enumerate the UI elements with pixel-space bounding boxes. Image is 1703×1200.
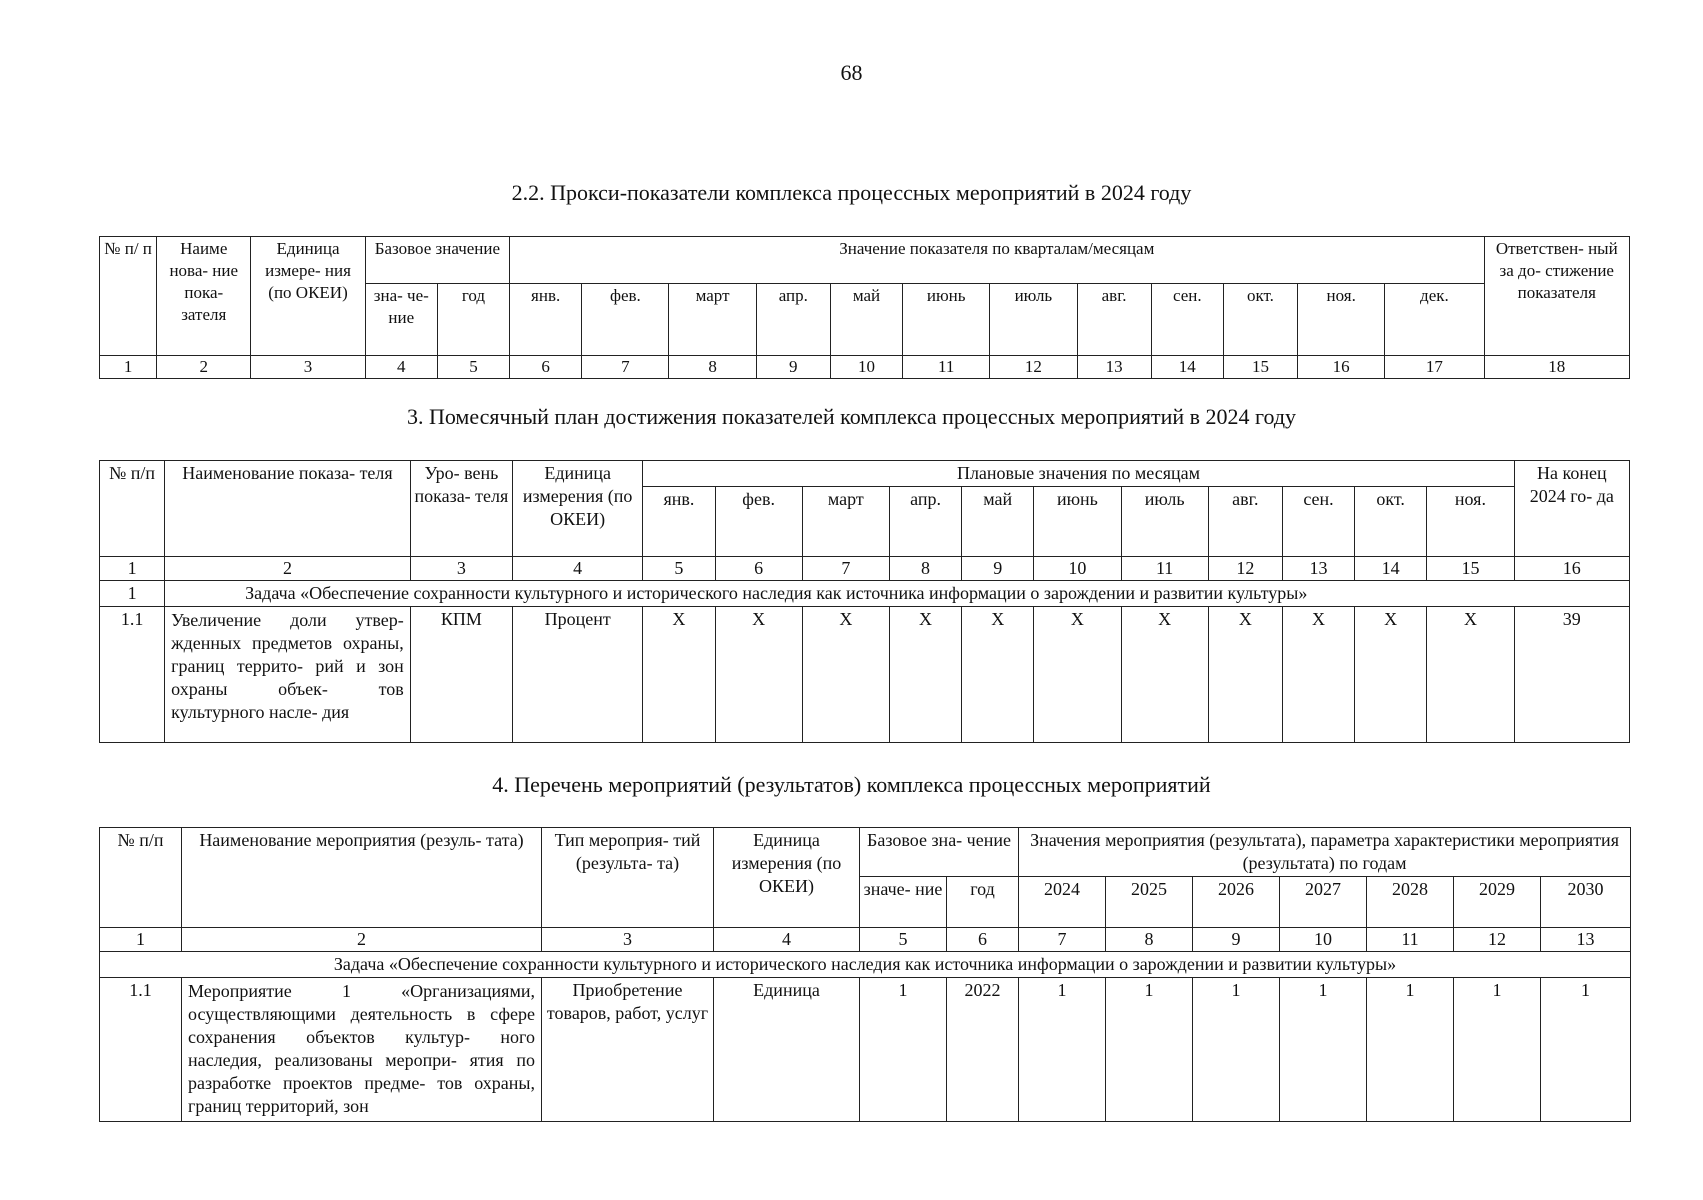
col-number: 15 xyxy=(1223,356,1297,379)
indicator-level: КПМ xyxy=(410,607,512,743)
task-row xyxy=(100,952,1631,978)
col-header-name: Наименование мероприятия (резуль- тата) xyxy=(182,828,542,928)
proxy-indicators-table xyxy=(99,236,1630,379)
base-year: 2022 xyxy=(947,978,1019,1122)
col-number: 11 xyxy=(1367,928,1454,952)
col-header-no: № п/п xyxy=(100,828,182,928)
month-header: дек. xyxy=(1385,284,1484,356)
col-number: 14 xyxy=(1355,557,1427,581)
col-header-values: Значение показателя по кварталам/месяцам xyxy=(510,237,1484,284)
month-value: Х xyxy=(1282,607,1354,743)
col-number: 8 xyxy=(669,356,756,379)
col-number: 13 xyxy=(1282,557,1354,581)
col-header-no: № п/ п xyxy=(100,237,157,356)
col-number: 2 xyxy=(182,928,542,952)
row-number: 1.1 xyxy=(100,978,182,1122)
col-number: 3 xyxy=(251,356,365,379)
month-header: апр. xyxy=(889,487,961,557)
col-number: 1 xyxy=(100,557,165,581)
month-header: сен. xyxy=(1282,487,1354,557)
month-header: авг. xyxy=(1208,487,1282,557)
col-number: 9 xyxy=(756,356,830,379)
col-number: 12 xyxy=(1454,928,1541,952)
col-number: 18 xyxy=(1484,356,1629,379)
col-number: 2 xyxy=(165,557,411,581)
col-number: 10 xyxy=(1034,557,1121,581)
month-header: июль xyxy=(1121,487,1208,557)
col-number: 11 xyxy=(1121,557,1208,581)
col-number: 15 xyxy=(1427,557,1514,581)
col-number: 5 xyxy=(643,557,715,581)
activity-unit: Единица xyxy=(714,978,860,1122)
col-number: 1 xyxy=(100,356,157,379)
year-value: 1 xyxy=(1193,978,1280,1122)
col-number: 14 xyxy=(1151,356,1223,379)
month-header: янв. xyxy=(510,284,582,356)
month-value: Х xyxy=(962,607,1034,743)
col-number: 17 xyxy=(1385,356,1484,379)
col-header-base: Базовое зна- чение xyxy=(860,828,1019,877)
col-number: 7 xyxy=(1019,928,1106,952)
col-number: 16 xyxy=(1514,557,1629,581)
month-header: июль xyxy=(990,284,1077,356)
col-header-end-of-year: На конец 2024 го- да xyxy=(1514,461,1629,557)
col-number: 4 xyxy=(513,557,643,581)
col-number: 13 xyxy=(1541,928,1631,952)
col-header-plan: Плановые значения по месяцам xyxy=(643,461,1514,487)
col-number: 12 xyxy=(990,356,1077,379)
col-number: 3 xyxy=(542,928,714,952)
col-number: 6 xyxy=(947,928,1019,952)
col-number: 12 xyxy=(1208,557,1282,581)
col-number: 7 xyxy=(802,557,889,581)
activity-type: Приобретение товаров, работ, услуг xyxy=(542,978,714,1122)
month-header: июнь xyxy=(1034,487,1121,557)
month-value: Х xyxy=(643,607,715,743)
month-value: Х xyxy=(889,607,961,743)
activities-list-table xyxy=(99,827,1631,1122)
col-header-base: Базовое значение xyxy=(365,237,509,284)
column-number-row xyxy=(100,356,1630,379)
month-header: окт. xyxy=(1355,487,1427,557)
col-number: 10 xyxy=(830,356,902,379)
col-number: 6 xyxy=(715,557,802,581)
month-value: Х xyxy=(715,607,802,743)
month-header: май xyxy=(830,284,902,356)
month-header: сен. xyxy=(1151,284,1223,356)
year-value: 1 xyxy=(1454,978,1541,1122)
col-header-base-value: зна- че- ние xyxy=(365,284,437,356)
col-number: 1 xyxy=(100,928,182,952)
row-number: 1.1 xyxy=(100,607,165,743)
month-value: Х xyxy=(1355,607,1427,743)
year-header: 2028 xyxy=(1367,877,1454,928)
month-header: апр. xyxy=(756,284,830,356)
col-number: 13 xyxy=(1077,356,1151,379)
month-value: Х xyxy=(1121,607,1208,743)
col-number: 5 xyxy=(437,356,509,379)
indicator-row xyxy=(100,607,1630,743)
col-number: 8 xyxy=(889,557,961,581)
section-4-title: 4. Перечень мероприятий (результатов) комплекса процессных мероприятий xyxy=(492,772,1211,797)
month-value: Х xyxy=(802,607,889,743)
activity-name: Мероприятие 1 «Организациями, осуществляющими деятельность в сфере сохранения объектов культур- ного наследия, реализованы меропри- ятия по разработке проектов предме- тов охраны, границ территорий, зон xyxy=(182,978,542,1122)
column-number-row xyxy=(100,928,1631,952)
col-header-base-year: год xyxy=(947,877,1019,928)
month-header: ноя. xyxy=(1427,487,1514,557)
month-header: окт. xyxy=(1223,284,1297,356)
year-header: 2027 xyxy=(1280,877,1367,928)
col-header-level: Уро- вень показа- теля xyxy=(410,461,512,557)
task-number: 1 xyxy=(100,581,165,607)
page-number: 68 xyxy=(840,60,863,85)
col-number: 9 xyxy=(1193,928,1280,952)
col-header-no: № п/п xyxy=(100,461,165,557)
year-header: 2030 xyxy=(1541,877,1631,928)
activity-row xyxy=(100,978,1631,1122)
col-number: 10 xyxy=(1280,928,1367,952)
year-value: 1 xyxy=(1019,978,1106,1122)
year-header: 2025 xyxy=(1106,877,1193,928)
month-header: фев. xyxy=(582,284,669,356)
month-header: март xyxy=(669,284,756,356)
base-value: 1 xyxy=(860,978,947,1122)
year-header: 2024 xyxy=(1019,877,1106,928)
month-header: июнь xyxy=(903,284,990,356)
col-header-name: Наиме нова- ние пока- зателя xyxy=(157,237,251,356)
month-value: Х xyxy=(1208,607,1282,743)
col-header-unit: Единица измерения (по ОКЕИ) xyxy=(714,828,860,928)
col-header-unit: Единица измерения (по ОКЕИ) xyxy=(513,461,643,557)
end-of-year-value: 39 xyxy=(1514,607,1629,743)
col-number: 7 xyxy=(582,356,669,379)
col-header-name: Наименование показа- теля xyxy=(165,461,411,557)
indicator-name: Увеличение доли утвер- жденных предметов охраны, границ террито- рий и зон охраны объек- тов культурного насле- дия xyxy=(165,607,411,743)
section-2-2-title: 2.2. Прокси-показатели комплекса процессных мероприятий в 2024 году xyxy=(511,180,1192,205)
col-number: 3 xyxy=(410,557,512,581)
col-number: 2 xyxy=(157,356,251,379)
month-value: Х xyxy=(1034,607,1121,743)
year-value: 1 xyxy=(1106,978,1193,1122)
task-row xyxy=(100,581,1630,607)
col-header-values: Значения мероприятия (результата), параметра характеристики мероприятия (результата) по годам xyxy=(1019,828,1631,877)
indicator-unit: Процент xyxy=(513,607,643,743)
month-header: март xyxy=(802,487,889,557)
col-number: 8 xyxy=(1106,928,1193,952)
month-header: май xyxy=(962,487,1034,557)
year-value: 1 xyxy=(1541,978,1631,1122)
column-number-row xyxy=(100,557,1630,581)
col-number: 4 xyxy=(714,928,860,952)
col-number: 11 xyxy=(903,356,990,379)
col-number: 6 xyxy=(510,356,582,379)
month-value: Х xyxy=(1427,607,1514,743)
month-header: авг. xyxy=(1077,284,1151,356)
col-header-base-value: значе- ние xyxy=(860,877,947,928)
month-header: янв. xyxy=(643,487,715,557)
month-header: фев. xyxy=(715,487,802,557)
col-number: 16 xyxy=(1298,356,1385,379)
col-header-responsible: Ответствен- ный за до- стижение показателя xyxy=(1484,237,1629,356)
year-header: 2029 xyxy=(1454,877,1541,928)
col-header-base-year: год xyxy=(437,284,509,356)
col-number: 9 xyxy=(962,557,1034,581)
section-3-title: 3. Помесячный план достижения показателей комплекса процессных мероприятий в 2024 году xyxy=(406,404,1297,429)
year-header: 2026 xyxy=(1193,877,1280,928)
col-header-type: Тип мероприя- тий (результа- та) xyxy=(542,828,714,928)
year-value: 1 xyxy=(1367,978,1454,1122)
col-number: 4 xyxy=(365,356,437,379)
col-number: 5 xyxy=(860,928,947,952)
task-text: Задача «Обеспечение сохранности культурного и исторического наследия как источника информации о зарождении и развитии культуры» xyxy=(100,952,1631,978)
month-header: ноя. xyxy=(1298,284,1385,356)
col-header-unit: Единица измере- ния (по ОКЕИ) xyxy=(251,237,365,356)
year-value: 1 xyxy=(1280,978,1367,1122)
task-text: Задача «Обеспечение сохранности культурного и исторического наследия как источника информации о зарождении и развитии культуры» xyxy=(165,581,1630,607)
monthly-plan-table xyxy=(99,460,1630,743)
